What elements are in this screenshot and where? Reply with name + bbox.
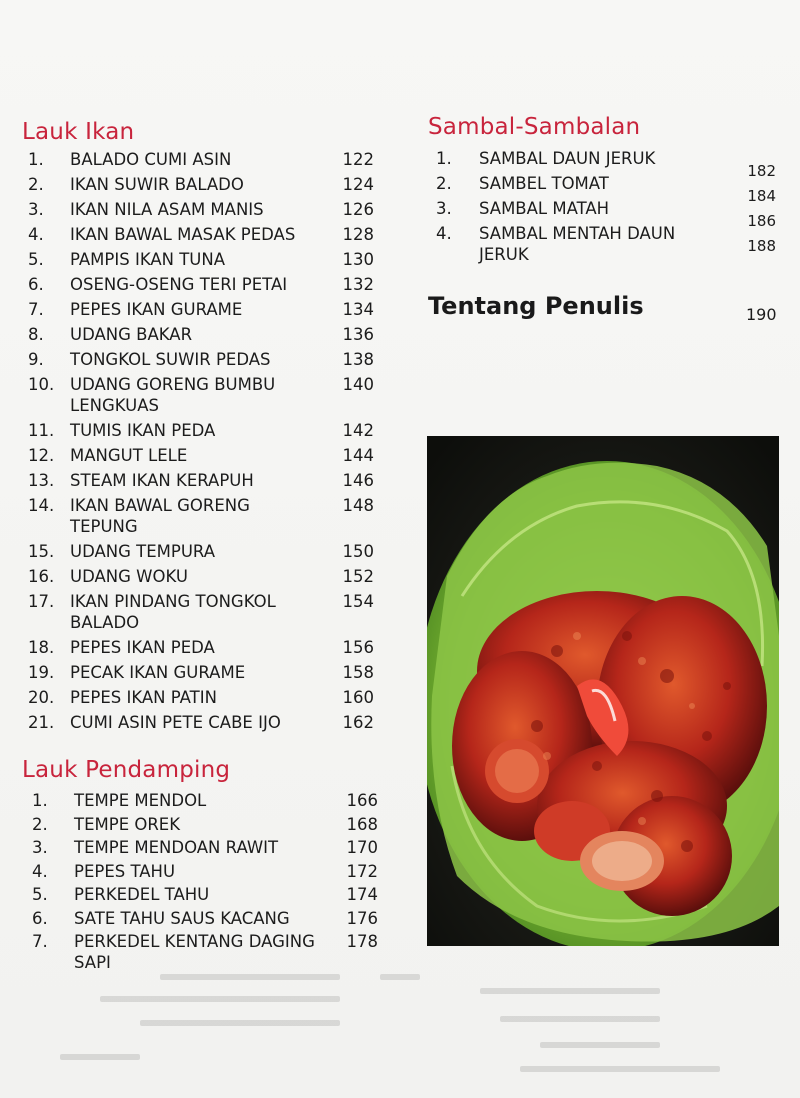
entry-number: 6. [32, 908, 48, 928]
entry-number: 16. [28, 567, 55, 586]
toc-ikan-entry [28, 637, 378, 658]
entry-title: PEPES TAHU [74, 861, 176, 881]
toc-sambal-entry [436, 148, 776, 180]
entry-page-number: 148 [342, 496, 374, 515]
toc-ikan-entry [28, 199, 378, 220]
section-heading-lauk-ikan: Lauk Ikan [22, 119, 135, 145]
entry-number: 20. [28, 688, 55, 707]
toc-ikan-entry [28, 299, 378, 320]
entry-number: 2. [28, 175, 44, 194]
entry-number: 3. [28, 200, 44, 219]
entry-page-number: 156 [342, 638, 374, 657]
toc-ikan-entry [28, 712, 378, 733]
entry-number: 4. [32, 861, 48, 881]
entry-title: UDANG GORENG BUMBU LENGKUAS [70, 375, 276, 415]
entry-number: 9. [28, 350, 44, 369]
entry-title: MANGUT LELE [70, 446, 188, 465]
entry-title: SATE TAHU SAUS KACANG [74, 908, 290, 928]
entry-title: TUMIS IKAN PEDA [70, 421, 216, 440]
entry-title: IKAN BAWAL MASAK PEDAS [70, 225, 296, 244]
entry-number: 17. [28, 592, 55, 611]
toc-ikan-entry [28, 541, 378, 562]
entry-number: 15. [28, 542, 55, 561]
entry-number: 7. [28, 300, 44, 319]
section-heading-sambal: Sambal-Sambalan [428, 114, 641, 140]
entry-number: 5. [28, 250, 44, 269]
entry-title: PEPES IKAN PEDA [70, 638, 215, 657]
toc-pendamping-entry [32, 861, 382, 882]
entry-number: 1. [436, 149, 452, 168]
toc-ikan-entry [28, 687, 378, 708]
entry-page-number: 152 [342, 567, 374, 586]
entry-number: 1. [32, 791, 48, 810]
toc-ikan-entry [28, 420, 378, 441]
toc-ikan-entry [28, 174, 378, 195]
entry-number: 19. [28, 663, 55, 682]
entry-title: PECAK IKAN GURAME [70, 663, 246, 682]
entry-page-number: 132 [342, 275, 374, 294]
entry-page-number: 140 [342, 375, 374, 394]
entry-number: 8. [28, 325, 44, 344]
entry-number: 3. [436, 199, 452, 218]
toc-sambal-entry [436, 223, 776, 265]
entry-number: 18. [28, 638, 55, 657]
entry-page-number: 126 [342, 200, 374, 219]
entry-page-number: 142 [342, 421, 374, 440]
toc-ikan-entry [28, 249, 378, 270]
toc-ikan-entry [28, 566, 378, 587]
entry-title: TEMPE OREK [74, 814, 181, 834]
entry-page-number: 134 [342, 300, 374, 319]
entry-page-number: 150 [342, 542, 374, 561]
entry-number: 13. [28, 471, 55, 490]
toc-list-lauk-pendamping [32, 790, 382, 976]
entry-title: PAMPIS IKAN TUNA [70, 250, 226, 269]
entry-page-number: 154 [342, 592, 374, 611]
entry-number: 11. [28, 421, 55, 440]
entry-number: 6. [28, 275, 44, 294]
entry-number: 21. [28, 713, 55, 732]
entry-page-number: 176 [346, 908, 378, 928]
entry-page-number: 186 [747, 212, 776, 230]
toc-ikan-entry [28, 445, 378, 466]
entry-number: 12. [28, 446, 55, 465]
toc-pendamping-entry [32, 884, 382, 905]
toc-sambal-entry [436, 198, 776, 230]
toc-ikan-entry [28, 495, 378, 537]
entry-page-number: 124 [342, 175, 374, 194]
entry-number: 10. [28, 375, 55, 394]
entry-title: STEAM IKAN KERAPUH [70, 471, 254, 490]
entry-number: 7. [32, 932, 48, 951]
toc-sambal-entry [436, 173, 776, 205]
toc-ikan-entry [28, 224, 378, 245]
entry-number: 2. [436, 174, 452, 193]
bleed-through-text [40, 968, 780, 1098]
food-illustration [427, 436, 779, 946]
toc-ikan-entry [28, 662, 378, 683]
entry-title: UDANG WOKU [70, 567, 188, 586]
entry-page-number: 144 [342, 446, 374, 465]
entry-page-number: 122 [342, 150, 374, 169]
author-page-number: 190 [746, 305, 777, 324]
entry-number: 2. [32, 814, 48, 834]
entry-page-number: 182 [747, 162, 776, 180]
toc-ikan-entry [28, 374, 378, 416]
entry-title: SAMBAL MATAH [479, 199, 610, 218]
entry-number: 4. [28, 225, 44, 244]
entry-title: CUMI ASIN PETE CABE IJO [70, 713, 281, 732]
entry-title: SAMBAL MENTAH DAUN JERUK [479, 224, 676, 264]
entry-title: SAMBAL DAUN JERUK [479, 149, 656, 168]
toc-list-lauk-ikan [28, 149, 378, 737]
toc-ikan-entry [28, 324, 378, 345]
toc-pendamping-entry [32, 814, 382, 835]
entry-title: TEMPE MENDOAN RAWIT [74, 838, 279, 857]
entry-title: IKAN PINDANG TONGKOL BALADO [70, 592, 276, 632]
section-heading-author: Tentang Penulis [428, 292, 644, 320]
section-heading-lauk-pendamping: Lauk Pendamping [22, 757, 231, 783]
entry-title: UDANG BAKAR [70, 325, 193, 344]
toc-pendamping-entry [32, 837, 382, 858]
entry-page-number: 168 [346, 814, 378, 834]
toc-ikan-entry [28, 470, 378, 491]
entry-page-number: 158 [342, 663, 374, 682]
entry-title: IKAN BAWAL GORENG TEPUNG [70, 496, 250, 536]
toc-pendamping-entry [32, 908, 382, 929]
entry-page-number: 160 [342, 688, 374, 707]
entry-title: TEMPE MENDOL [74, 791, 207, 810]
toc-pendamping-entry [32, 790, 382, 811]
entry-title: PERKEDEL KENTANG DAGING SAPI [74, 932, 315, 972]
toc-ikan-entry [28, 274, 378, 295]
entry-page-number: 188 [747, 237, 776, 255]
entry-title: PERKEDEL TAHU [74, 885, 210, 904]
entry-number: 14. [28, 496, 55, 515]
entry-page-number: 170 [346, 838, 378, 857]
toc-list-sambal [436, 148, 776, 269]
entry-title: UDANG TEMPURA [70, 542, 216, 561]
entry-title: OSENG-OSENG TERI PETAI [70, 275, 288, 294]
entry-title: IKAN NILA ASAM MANIS [70, 200, 264, 219]
entry-page-number: 184 [747, 187, 776, 205]
entry-page-number: 138 [342, 350, 374, 369]
toc-ikan-entry [28, 149, 378, 170]
entry-title: PEPES IKAN PATIN [70, 688, 217, 707]
toc-ikan-entry [28, 349, 378, 370]
toc-ikan-entry [28, 591, 378, 633]
entry-page-number: 128 [342, 225, 374, 244]
entry-page-number: 172 [346, 861, 378, 881]
toc-pendamping-entry [32, 931, 382, 973]
entry-page-number: 174 [346, 885, 378, 904]
entry-page-number: 146 [342, 471, 374, 490]
entry-title: TONGKOL SUWIR PEDAS [70, 350, 271, 369]
entry-number: 3. [32, 838, 48, 857]
entry-number: 1. [28, 150, 44, 169]
entry-page-number: 130 [342, 250, 374, 269]
entry-title: SAMBEL TOMAT [479, 174, 609, 193]
entry-number: 4. [436, 224, 452, 243]
entry-page-number: 162 [342, 713, 374, 732]
entry-number: 5. [32, 885, 48, 904]
entry-page-number: 166 [346, 791, 378, 810]
food-photo-ayam-balado [427, 436, 779, 946]
entry-title: IKAN SUWIR BALADO [70, 175, 244, 194]
entry-title: BALADO CUMI ASIN [70, 150, 232, 169]
entry-page-number: 178 [346, 932, 378, 951]
entry-page-number: 136 [342, 325, 374, 344]
entry-title: PEPES IKAN GURAME [70, 300, 243, 319]
